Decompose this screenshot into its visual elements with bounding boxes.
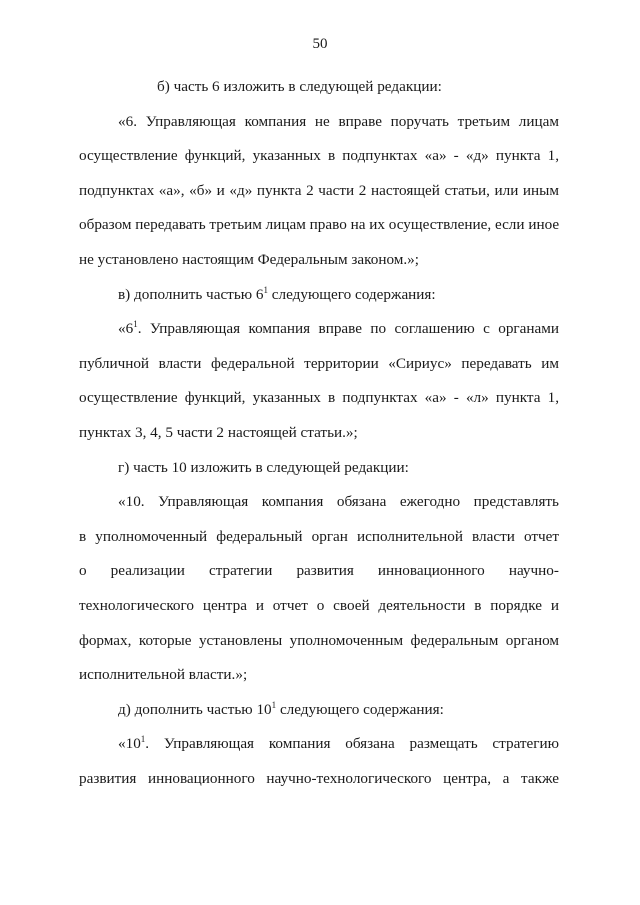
superscript: 1	[133, 319, 138, 330]
text-line: «6. Управляющая компания не вправе поручать третьим лицам	[118, 112, 559, 130]
text-line: формах, которые установлены уполномоченным федеральным органом	[79, 631, 559, 649]
text-line: «10. Управляющая компания обязана ежегодно представлять	[118, 493, 559, 511]
text-line-spread	[79, 554, 559, 589]
text-line: осуществление функций, указанных в подпунктах «а» - «л» пункта 1,	[79, 389, 559, 407]
word: о	[79, 562, 87, 580]
document-body	[79, 70, 559, 796]
text-line: публичной власти федеральной территории «Сириус» передавать им	[79, 354, 559, 372]
text-line	[79, 727, 559, 762]
text-line	[79, 312, 559, 347]
text-line: в уполномоченный федеральный орган исполнительной власти отчет	[79, 527, 559, 545]
word: инновационного	[377, 562, 485, 580]
word: научно-	[508, 562, 559, 580]
superscript: 1	[271, 699, 277, 710]
word: реализации	[110, 562, 185, 580]
word: развития	[296, 562, 354, 580]
word: стратегии	[208, 562, 273, 580]
text-line: технологического центра и отчет о своей деятельности в порядке и	[79, 596, 559, 614]
text-fragment: «10	[118, 735, 141, 753]
paragraph-d-intro	[79, 693, 559, 728]
paragraph-part-10-1	[79, 727, 559, 796]
text-line: осуществление функций, указанных в подпунктах «а» - «д» пункта 1,	[79, 147, 559, 165]
text-fragment: «6	[118, 320, 134, 338]
text-fragment: следующего содержания:	[276, 700, 444, 718]
text-line: подпунктах «а», «б» и «д» пункта 2 части 2 настоящей статьи, или иным	[79, 181, 559, 199]
text-line: развития инновационного научно-технологического центра, а также	[79, 769, 559, 787]
text-line: пунктах 3, 4, 5 части 2 настоящей статьи.»;	[79, 423, 358, 441]
superscript: 1	[140, 734, 146, 745]
text-fragment: . Управляющая компания обязана размещать стратегию	[145, 735, 559, 753]
text-line: б) часть 6 изложить в следующей редакции:	[157, 78, 442, 95]
text-fragment: следующего содержания:	[267, 285, 436, 303]
superscript: 1	[263, 284, 268, 295]
paragraph-part-6-1	[79, 312, 559, 450]
paragraph-b-intro	[79, 70, 559, 105]
text-fragment: д) дополнить частью 10	[118, 700, 272, 718]
text-line: г) часть 10 изложить в следующей редакции:	[118, 458, 409, 476]
text-fragment: . Управляющая компания вправе по соглашению с органами	[137, 320, 559, 338]
page-number: 50	[312, 36, 328, 52]
text-line	[79, 693, 559, 728]
paragraph-v-intro	[79, 278, 559, 313]
paragraph-g-intro	[79, 451, 559, 486]
paragraph-part-6	[79, 105, 559, 278]
text-line	[79, 278, 559, 313]
text-line: образом передавать третьим лицам право на их осуществление, если иное	[79, 216, 560, 234]
paragraph-part-10	[79, 485, 559, 693]
text-fragment: в) дополнить частью 6	[118, 285, 264, 303]
text-line: исполнительной власти.»;	[79, 666, 248, 684]
text-line: не установлено настоящим Федеральным законом.»;	[79, 250, 419, 268]
